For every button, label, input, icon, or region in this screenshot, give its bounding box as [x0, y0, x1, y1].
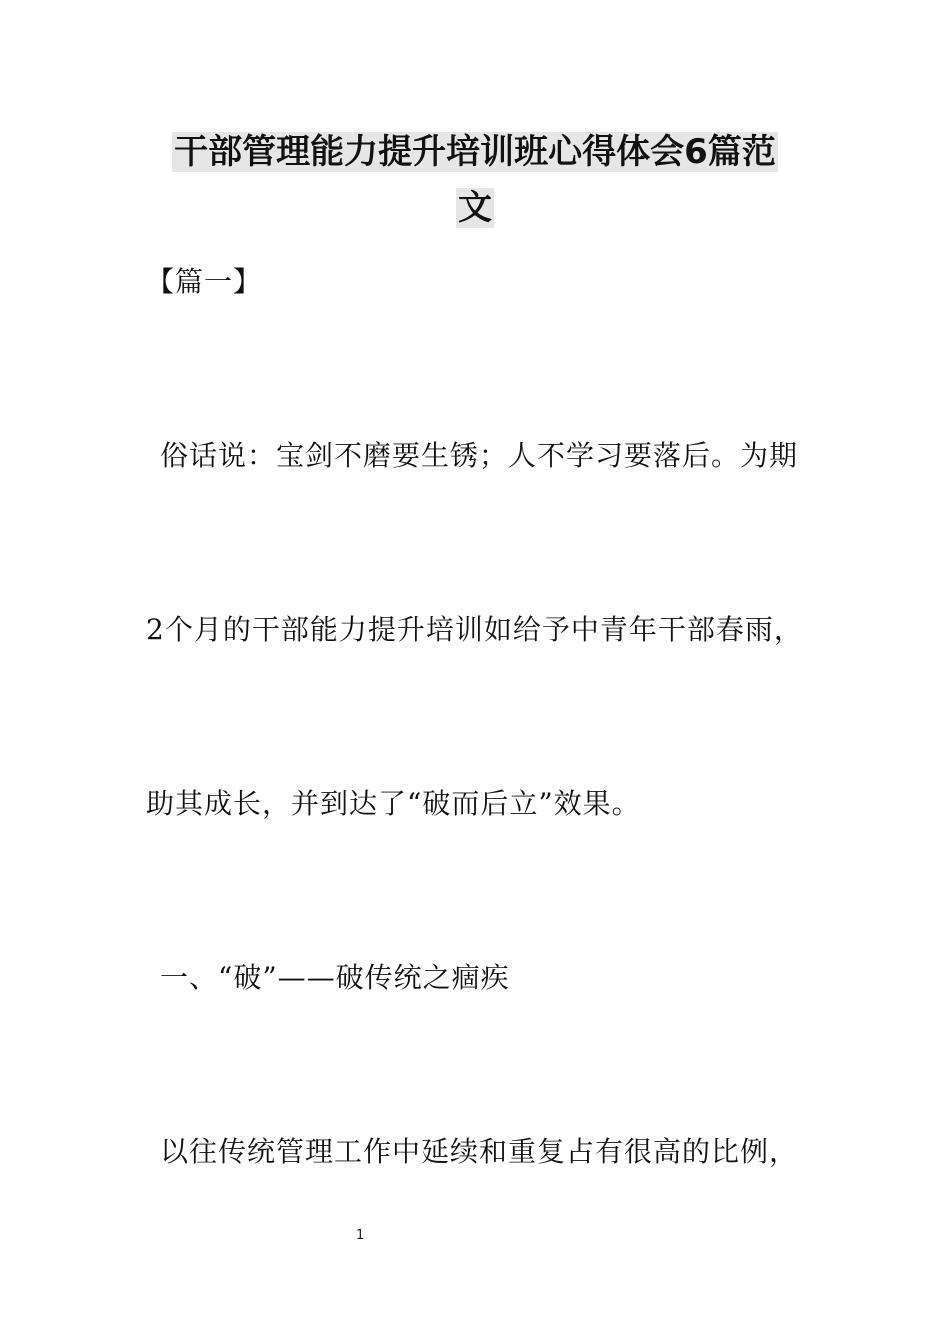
- paragraph-line-3: 助其成长，并到达了“破而后立”效果。: [146, 787, 641, 820]
- document-title-line-1: [0, 130, 950, 174]
- subsection-heading: 一、“破”——破传统之痼疾: [160, 961, 510, 994]
- paragraph-line-2: 2个月的干部能力提升培训如给予中青年干部春雨，: [146, 613, 803, 646]
- paragraph-line-4: 以往传统管理工作中延续和重复占有很高的比例，: [160, 1135, 799, 1168]
- document-title-text-1: 干部管理能力提升培训班心得体会6篇范: [174, 132, 776, 172]
- document-title-line-2: [0, 186, 950, 230]
- section-heading: 【篇一】: [146, 265, 263, 298]
- document-title-text-2: 文: [458, 188, 492, 228]
- page-number: 1: [356, 1228, 365, 1243]
- paragraph-line-1: 俗话说：宝剑不磨要生锈；人不学习要落后。为期: [160, 439, 799, 472]
